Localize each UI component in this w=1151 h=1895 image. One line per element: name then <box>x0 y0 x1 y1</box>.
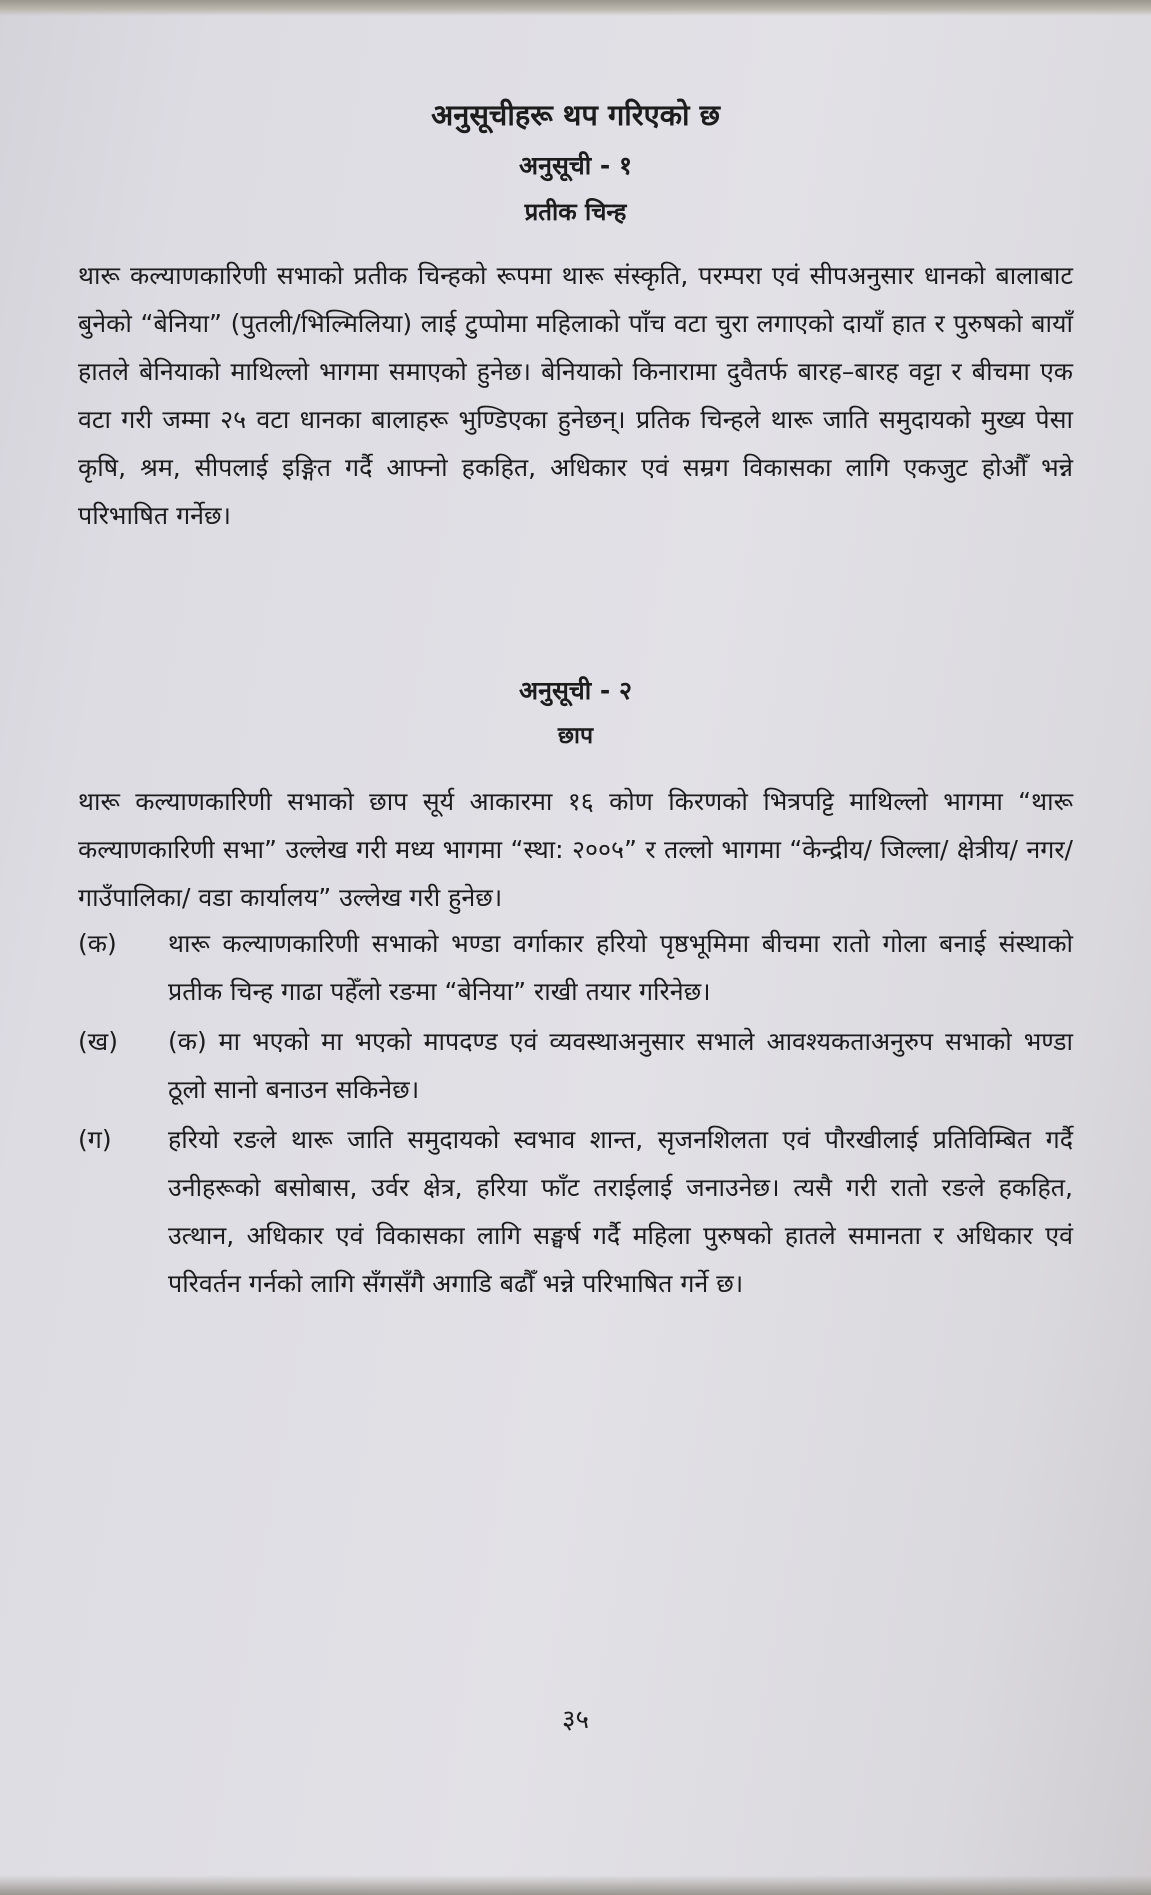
list-item-marker: (ख) <box>78 1027 118 1056</box>
list-item-marker: (ग) <box>78 1125 112 1154</box>
list-item <box>78 920 1073 1016</box>
list-item <box>78 1018 1073 1114</box>
list-item-marker: (क) <box>78 929 117 958</box>
schedule-1-paragraph: थारू कल्याणकारिणी सभाको प्रतीक चिन्हको रूपमा थारू संस्कृति, परम्परा एवं सीपअनुसार धानको बालाबाट बुनेको “बेनिया” (पुतली/भिल्मिलिया) लाई टुप्पोमा महिलाको पाँच वटा चुरा लगाएको दायाँ हात र पुरुषको बायाँ हातले बेनियाको माथिल्लो भागमा समाएको हुनेछ। बेनियाको किनारामा दुवैतर्फ बारह–बारह वट्टा र बीचमा एक वटा गरी जम्मा २५ वटा धानका बालाहरू भुण्डिएका हुनेछन्। प्रतिक चिन्हले थारू जाति समुदायको मुख्य पेसा कृषि, श्रम, सीपलाई इङ्गित गर्दै आफ्नो हकहित, अधिकार एवं सम्रग विकासका लागि एकजुट होऔँ भन्ने परिभाषित गर्नेछ। <box>78 261 1073 530</box>
main-heading: अनुसूचीहरू थप गरिएको छ <box>431 98 720 132</box>
schedule-2-paragraph: थारू कल्याणकारिणी सभाको छाप सूर्य आकारमा १६ कोण किरणको भित्रपट्टि माथिल्लो भागमा “थारू कल्याणकारिणी सभा” उल्लेख गरी मध्य भागमा “स्था: २००५” र तल्लो भागमा “केन्द्रीय/ जिल्ला/ क्षेत्रीय/ नगर/ गाउँपालिका/ वडा कार्यालय” उल्लेख गरी हुनेछ। <box>78 787 1073 912</box>
schedule-1-subtitle: प्रतीक चिन्ह <box>524 198 627 226</box>
list-item-text: थारू कल्याणकारिणी सभाको भण्डा वर्गाकार हरियो पृष्ठभूमिमा बीचमा रातो गोला बनाई संस्थाको प्रतीक चिन्ह गाढा पहेँलो रङमा “बेनिया” राखी तयार गरिनेछ। <box>168 929 1073 1006</box>
schedule-2-subtitle: छाप <box>557 723 594 749</box>
list-item-text: हरियो रङले थारू जाति समुदायको स्वभाव शान्त, सृजनशिलता एवं पौरखीलाई प्रतिविम्बित गर्दै उनीहरूको बसोबास, उर्वर क्षेत्र, हरिया फाँट तराईलाई जनाउनेछ। त्यसै गरी रातो रङले हकहित, उत्थान, अधिकार एवं विकासका लागि सङ्घर्ष गर्दै महिला पुरुषको हातले समानता र अधिकार एवं परिवर्तन गर्नको लागि सँगसँगै अगाडि बढौँ भन्ने परिभाषित गर्ने छ। <box>168 1125 1073 1298</box>
page-number: ३५ <box>561 1705 590 1735</box>
list-item <box>78 1116 1073 1308</box>
schedule-2-title: अनुसूची - २ <box>518 676 632 705</box>
schedule-1-title: अनुसूची - १ <box>518 151 632 180</box>
list-item-text: (क) मा भएको मा भएको मापदण्ड एवं व्यवस्थाअनुसार सभाले आवश्यकताअनुरुप सभाको भण्डा ठूलो सानो बनाउन सकिनेछ। <box>168 1027 1073 1104</box>
